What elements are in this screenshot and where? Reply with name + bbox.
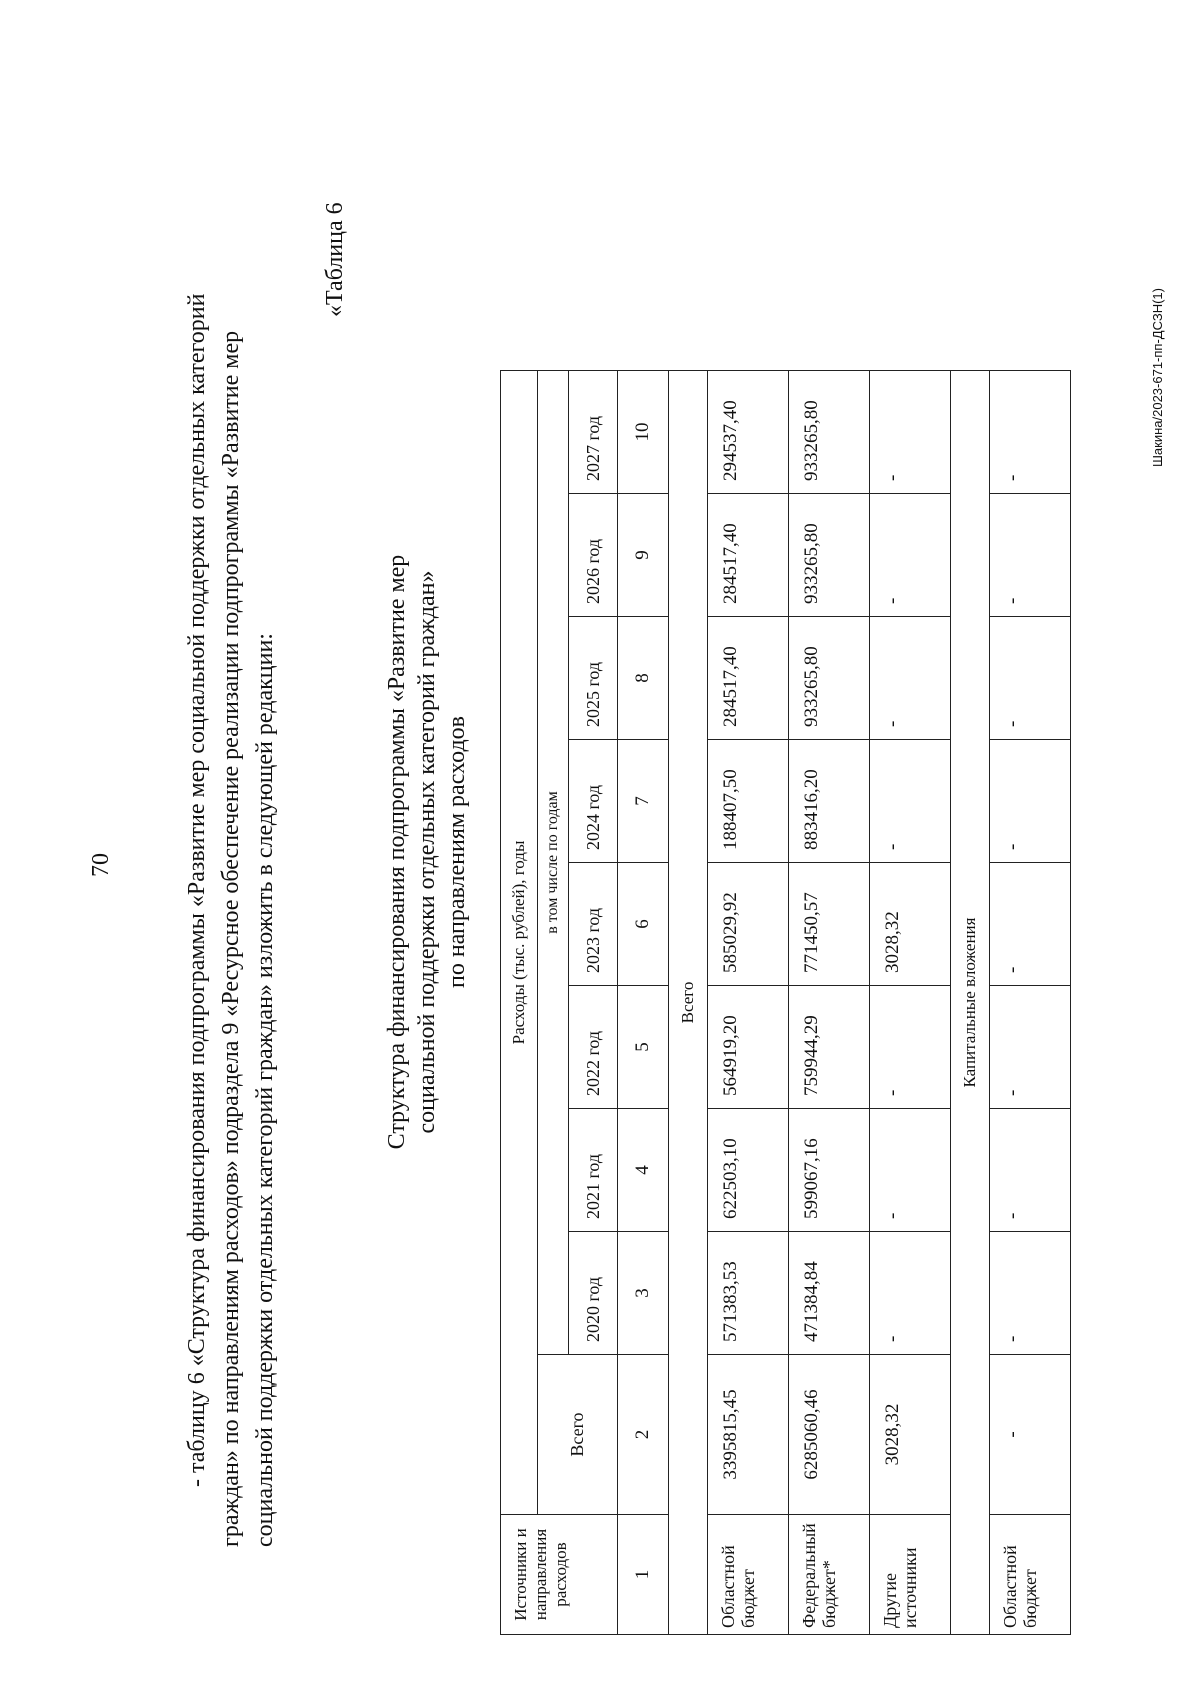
header-year: 2023 год xyxy=(569,863,618,986)
row-year-value: - xyxy=(990,1232,1071,1355)
row-year-value: 471384,84 xyxy=(789,1232,870,1355)
header-year: 2025 год xyxy=(569,617,618,740)
row-year-value: 933265,80 xyxy=(789,494,870,617)
section-row xyxy=(669,371,708,1635)
column-number: 8 xyxy=(618,617,669,740)
section-title: Всего xyxy=(669,371,708,1635)
row-year-value: 585029,92 xyxy=(708,863,789,986)
header-year: 2024 год xyxy=(569,740,618,863)
row-year-value: - xyxy=(870,1109,951,1232)
row-year-value: - xyxy=(990,986,1071,1109)
row-year-value: 571383,53 xyxy=(708,1232,789,1355)
section-title: Капитальные вложения xyxy=(951,371,990,1635)
row-year-value: 622503,10 xyxy=(708,1109,789,1232)
heading-line: Структура финансирования подпрограммы «Развитие мер xyxy=(384,554,410,1150)
header-year: 2021 год xyxy=(569,1109,618,1232)
row-year-value: - xyxy=(990,740,1071,863)
header-year: 2026 год xyxy=(569,494,618,617)
column-number: 2 xyxy=(618,1355,669,1515)
row-source: Областной бюджет xyxy=(990,1515,1071,1635)
section-row xyxy=(951,371,990,1635)
column-number: 5 xyxy=(618,986,669,1109)
row-year-value: 759944,29 xyxy=(789,986,870,1109)
row-total: 3028,32 xyxy=(870,1355,951,1515)
row-year-value: - xyxy=(870,371,951,494)
row-year-value: - xyxy=(990,371,1071,494)
column-number: 10 xyxy=(618,371,669,494)
column-number: 7 xyxy=(618,740,669,863)
table-row xyxy=(708,371,789,1635)
row-source: Областной бюджет xyxy=(708,1515,789,1635)
row-year-value: - xyxy=(990,494,1071,617)
header-by-years: в том числе по годам xyxy=(538,371,569,1355)
row-source: Федеральный бюджет* xyxy=(789,1515,870,1635)
financing-table-wrapper xyxy=(500,370,1071,1635)
intro-paragraph xyxy=(180,147,282,1547)
row-year-value: 188407,50 xyxy=(708,740,789,863)
row-total: 6285060,46 xyxy=(789,1355,870,1515)
row-year-value: - xyxy=(870,617,951,740)
heading-line: по направлениям расходов xyxy=(444,716,470,989)
table-row xyxy=(870,371,951,1635)
column-number: 9 xyxy=(618,494,669,617)
row-year-value: - xyxy=(870,494,951,617)
intro-line: - таблицу 6 «Структура финансирования подпрограммы «Развитие мер социальной поддержки отдельных категорий xyxy=(184,293,210,1487)
row-year-value: 883416,20 xyxy=(789,740,870,863)
row-year-value: - xyxy=(990,617,1071,740)
row-year-value: 284517,40 xyxy=(708,617,789,740)
row-year-value: - xyxy=(870,1232,951,1355)
document-code: Шакина/2023-671-пп-ДСЗН(1) xyxy=(1150,288,1165,467)
row-year-value: 294537,40 xyxy=(708,371,789,494)
heading-line: социальной поддержки отдельных категорий граждан» xyxy=(414,570,440,1134)
row-total: - xyxy=(990,1355,1071,1515)
row-year-value: 771450,57 xyxy=(789,863,870,986)
header-source: Источники и направления расходов xyxy=(501,1515,618,1635)
header-year: 2027 год xyxy=(569,371,618,494)
column-number: 6 xyxy=(618,863,669,986)
row-year-value: - xyxy=(870,986,951,1109)
financing-table xyxy=(500,370,1071,1635)
row-year-value: 933265,80 xyxy=(789,371,870,494)
table-caption: «Таблица 6 xyxy=(322,202,348,317)
column-number: 1 xyxy=(618,1515,669,1635)
row-year-value: 284517,40 xyxy=(708,494,789,617)
row-year-value: - xyxy=(870,740,951,863)
row-source: Другие источники xyxy=(870,1515,951,1635)
header-total: Всего xyxy=(538,1355,618,1515)
row-year-value: 599067,16 xyxy=(789,1109,870,1232)
page-number: 70 xyxy=(88,853,114,877)
row-year-value: - xyxy=(990,1109,1071,1232)
row-total: 3395815,45 xyxy=(708,1355,789,1515)
row-year-value: 933265,80 xyxy=(789,617,870,740)
header-expenses: Расходы (тыс. рублей), годы xyxy=(501,371,538,1515)
column-number: 3 xyxy=(618,1232,669,1355)
row-year-value: - xyxy=(990,863,1071,986)
intro-line: социальной поддержки отдельных категорий граждан» изложить в следующей редакции: xyxy=(252,633,278,1547)
intro-line: граждан» по направлениям расходов» подраздела 9 «Ресурсное обеспечение реализации подпрограммы «Развитие мер xyxy=(218,330,244,1547)
table-row xyxy=(990,371,1071,1635)
header-year: 2020 год xyxy=(569,1232,618,1355)
table-heading xyxy=(382,307,472,1397)
row-year-value: 564919,20 xyxy=(708,986,789,1109)
table-row xyxy=(789,371,870,1635)
row-year-value: 3028,32 xyxy=(870,863,951,986)
column-number: 4 xyxy=(618,1109,669,1232)
header-year: 2022 год xyxy=(569,986,618,1109)
